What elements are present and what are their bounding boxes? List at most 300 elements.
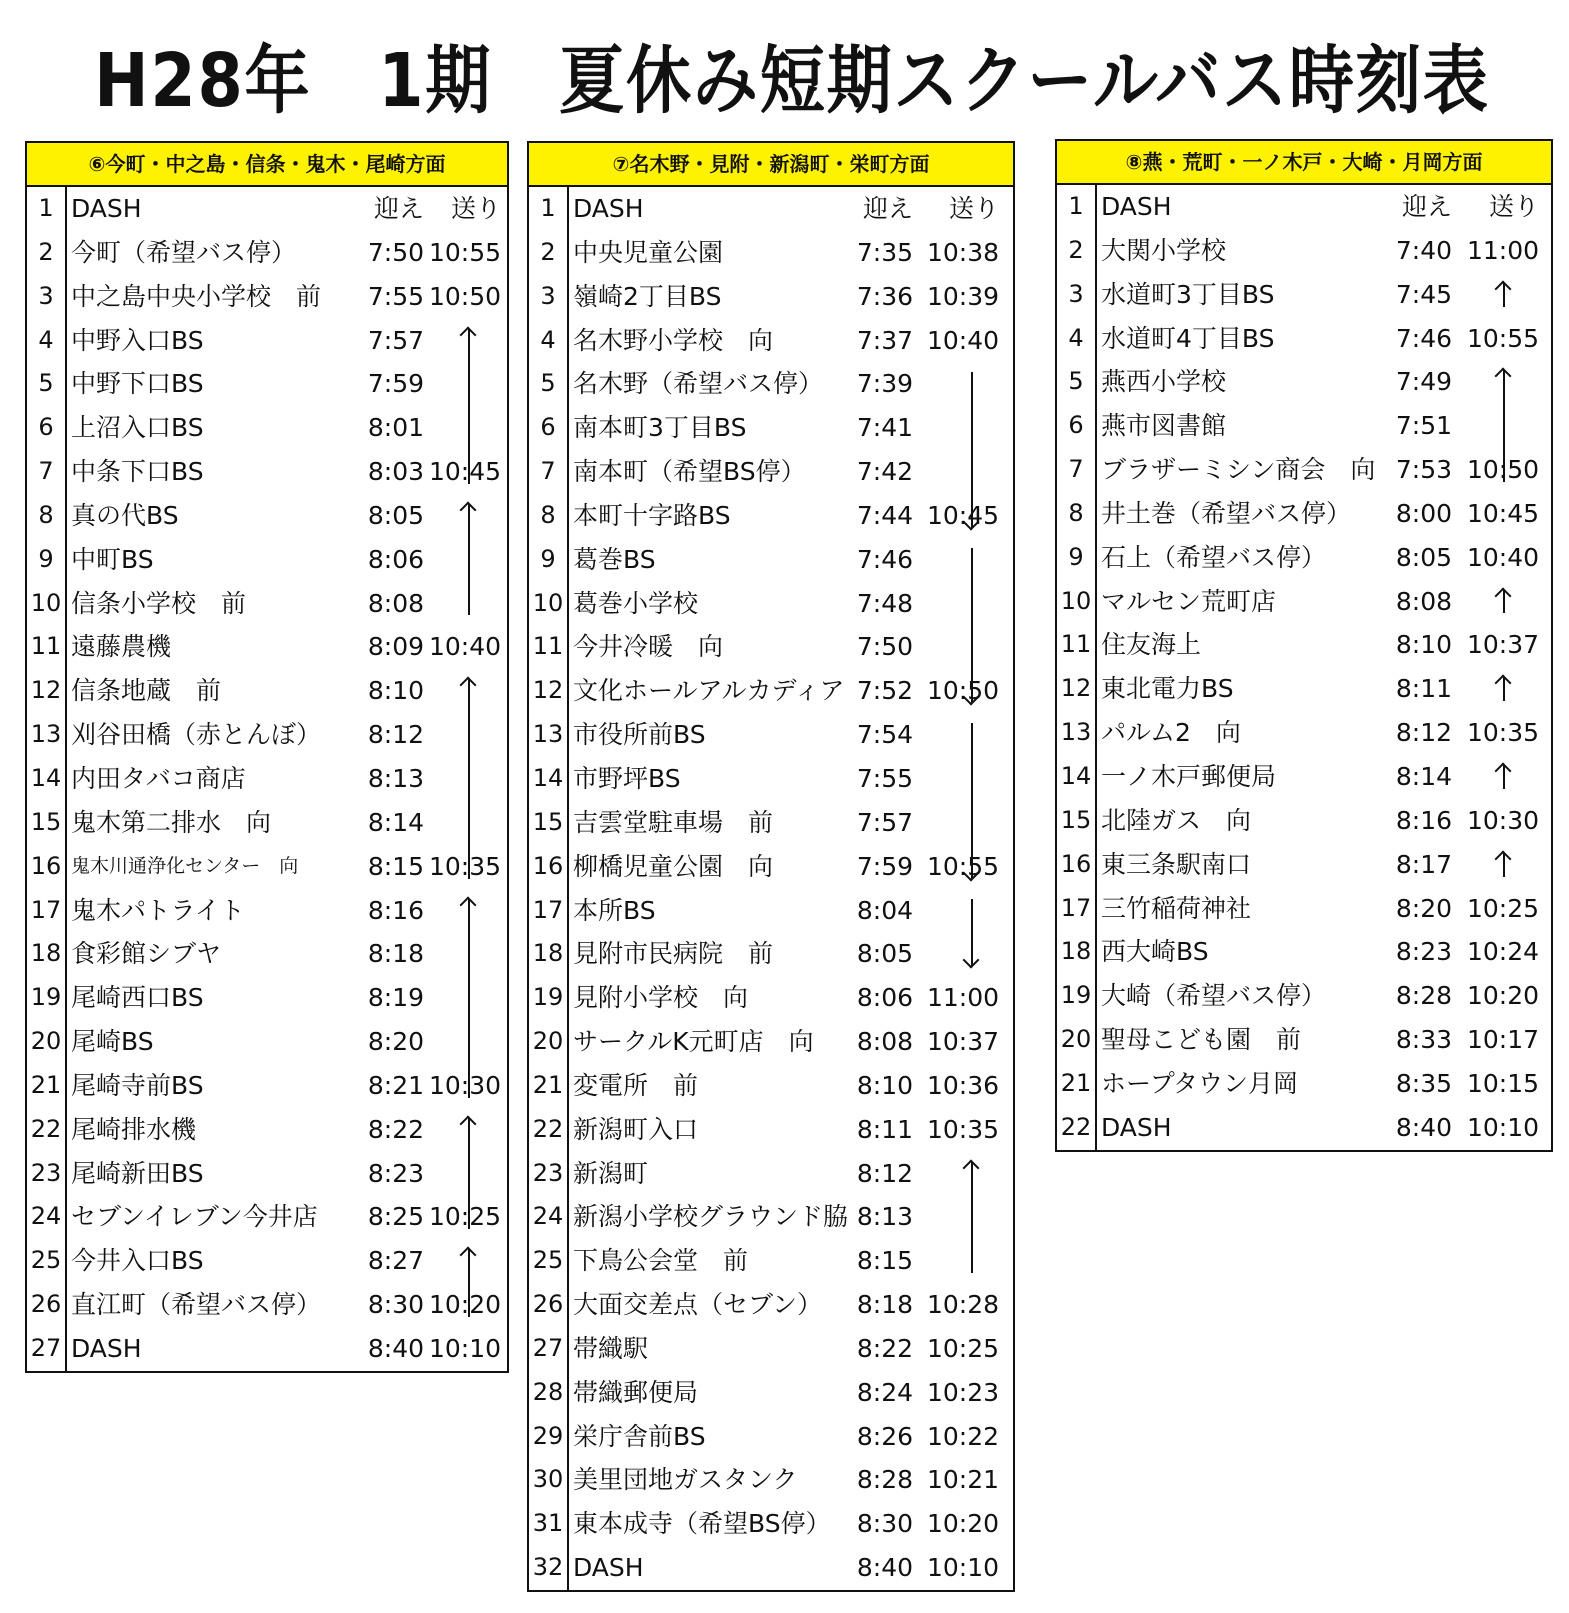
pickup-time: 8:18 — [856, 1290, 913, 1320]
arrow-up-icon — [459, 891, 479, 1106]
table-row — [27, 275, 507, 319]
stop-name: 東本成寺（希望BS停） — [573, 1509, 831, 1539]
stop-number: 6 — [38, 413, 54, 442]
stop-name: 中之島中央小学校 前 — [71, 281, 322, 311]
stop-number: 9 — [1068, 542, 1084, 571]
stop-number: 5 — [38, 369, 54, 398]
stop-number: 2 — [1068, 235, 1084, 264]
pickup-time: 8:11 — [856, 1114, 913, 1144]
stop-name: 新潟町入口 — [573, 1114, 699, 1144]
pickup-time: 7:46 — [856, 544, 913, 574]
pickup-time: 8:06 — [367, 544, 424, 574]
stop-name: 帯織郵便局 — [573, 1377, 699, 1407]
stop-name: 大崎（希望バス停） — [1101, 981, 1327, 1011]
stop-name: 中町BS — [71, 544, 154, 574]
stop-name: 一ノ木戸郵便局 — [1101, 761, 1277, 791]
stop-name: 新潟小学校グラウンド脇 — [573, 1202, 849, 1232]
pickup-time: 8:11 — [1395, 674, 1452, 704]
stop-number: 26 — [30, 1290, 62, 1319]
stop-name: 直江町（希望バス停） — [71, 1290, 322, 1320]
stop-name: 市野坪BS — [573, 763, 681, 793]
pickup-time: 8:23 — [1395, 937, 1452, 967]
table-row — [529, 494, 1013, 538]
stop-name: 東三条駅南口 — [1101, 849, 1252, 879]
table-row — [27, 669, 507, 713]
route-heading: ⑧燕・荒町・一ノ木戸・大崎・月岡方面 — [1057, 141, 1551, 185]
table-row — [1057, 930, 1551, 974]
pickup-time: 8:14 — [367, 807, 424, 837]
pickup-time: 7:35 — [856, 237, 913, 267]
pickup-time: 7:50 — [367, 237, 424, 267]
stop-number: 11 — [30, 632, 62, 661]
stop-name: 信条地蔵 前 — [71, 676, 222, 706]
stop-name: 市役所前BS — [573, 720, 706, 750]
timetable-route-6 — [25, 141, 509, 1373]
table-row — [1057, 711, 1551, 755]
pickup-time: 8:12 — [367, 720, 424, 750]
arrow-down-icon — [962, 715, 982, 886]
table-row — [529, 625, 1013, 669]
stop-number: 10 — [532, 588, 564, 617]
table-row — [1057, 667, 1551, 711]
table-row — [529, 1371, 1013, 1415]
dropoff-time: 10:36 — [926, 1070, 999, 1100]
pickup-time: 8:15 — [856, 1246, 913, 1276]
stop-name: 住友海上 — [1101, 630, 1202, 660]
pickup-time: 8:22 — [856, 1333, 913, 1363]
stop-number: 19 — [532, 983, 564, 1012]
stop-name: DASH — [573, 1553, 644, 1583]
route-heading: ⑥今町・中之島・信条・鬼木・尾崎方面 — [27, 143, 507, 187]
stop-number: 4 — [540, 325, 556, 354]
table-row — [27, 889, 507, 933]
arrow-up-icon — [459, 1110, 479, 1238]
dropoff-time: 10:40 — [1466, 542, 1539, 572]
dropoff-time: 10:35 — [428, 851, 501, 881]
stop-name: 嶺崎2丁目BS — [573, 281, 722, 311]
table-row — [27, 538, 507, 582]
stop-number: 9 — [38, 544, 54, 573]
dropoff-time: 10:50 — [926, 676, 999, 706]
pickup-time: 8:27 — [367, 1246, 424, 1276]
dropoff-time: 10:17 — [1466, 1025, 1539, 1055]
table-row — [27, 625, 507, 669]
arrow-down-icon — [962, 891, 982, 975]
pickup-time: 7:42 — [856, 457, 913, 487]
stop-name: 大関小学校 — [1101, 235, 1227, 265]
stop-name: 刈谷田橋（赤とんぼ） — [71, 720, 322, 750]
table-row — [529, 669, 1013, 713]
dropoff-time: 10:25 — [428, 1202, 501, 1232]
stop-number: 25 — [30, 1246, 62, 1275]
stop-number: 21 — [30, 1070, 62, 1099]
stop-number: 28 — [532, 1377, 564, 1406]
stop-number: 32 — [532, 1553, 564, 1582]
arrow-down-icon — [962, 540, 982, 711]
stop-name: 北陸ガス 向 — [1101, 805, 1252, 835]
stop-name: DASH — [573, 194, 644, 223]
stop-number: 6 — [540, 413, 556, 442]
pickup-time: 7:59 — [367, 369, 424, 399]
stop-number: 3 — [1068, 279, 1084, 308]
stop-number: 9 — [540, 544, 556, 573]
stop-number: 22 — [1060, 1112, 1092, 1141]
pickup-time: 7:57 — [856, 807, 913, 837]
stop-name: 三竹稲荷神社 — [1101, 893, 1252, 923]
stop-number: 22 — [532, 1114, 564, 1143]
pickup-time: 7:54 — [856, 720, 913, 750]
stop-number: 15 — [532, 807, 564, 836]
pickup-time: 8:16 — [367, 895, 424, 925]
dropoff-time: 10:50 — [428, 281, 501, 311]
stop-name: 上沼入口BS — [71, 413, 204, 443]
stop-number: 5 — [540, 369, 556, 398]
header-row — [529, 187, 1013, 231]
stop-number: 1 — [540, 194, 556, 222]
stop-name: 中野入口BS — [71, 325, 204, 355]
table-row — [529, 713, 1013, 757]
stop-name: DASH — [71, 194, 142, 223]
stop-number: 14 — [532, 763, 564, 792]
dropoff-time: 10:45 — [428, 457, 501, 487]
pickup-time: 8:10 — [367, 676, 424, 706]
table-row — [529, 889, 1013, 933]
stop-number: 20 — [30, 1027, 62, 1056]
pickup-time: 8:15 — [367, 851, 424, 881]
stop-name: DASH — [1101, 1112, 1172, 1142]
arrow-up-icon — [1494, 757, 1514, 797]
dropoff-time: 10:20 — [428, 1290, 501, 1320]
table-row — [529, 450, 1013, 494]
pickup-time: 8:19 — [367, 983, 424, 1013]
table-row — [27, 406, 507, 450]
table-row — [27, 1239, 507, 1283]
stop-name: 下鳥公会堂 前 — [573, 1246, 749, 1276]
pickup-time: 8:40 — [1395, 1112, 1452, 1142]
stop-name: 変電所 前 — [573, 1070, 699, 1100]
stop-number: 3 — [540, 281, 556, 310]
arrow-up-icon — [1494, 275, 1514, 315]
table-row — [529, 1327, 1013, 1371]
table-row — [27, 494, 507, 538]
pickup-time: 8:05 — [367, 500, 424, 530]
table-row — [27, 450, 507, 494]
pickup-time: 7:40 — [1395, 235, 1452, 265]
dropoff-time: 10:10 — [1466, 1112, 1539, 1142]
table-row — [1057, 273, 1551, 317]
stop-name: マルセン荒町店 — [1101, 586, 1277, 616]
pickup-time: 8:05 — [1395, 542, 1452, 572]
pickup-time: 8:10 — [856, 1070, 913, 1100]
pickup-time: 8:08 — [856, 1027, 913, 1057]
dropoff-time: 10:37 — [926, 1027, 999, 1057]
table-row — [27, 1064, 507, 1108]
table-row — [1057, 1106, 1551, 1150]
pickup-time: 8:13 — [856, 1202, 913, 1232]
stop-number: 25 — [532, 1246, 564, 1275]
table-row — [1057, 1018, 1551, 1062]
stop-number: 18 — [532, 939, 564, 968]
pickup-time: 8:28 — [1395, 981, 1452, 1011]
table-row — [529, 1152, 1013, 1196]
arrow-up-icon — [1494, 582, 1514, 622]
stop-name: 名木野小学校 向 — [573, 325, 774, 355]
stop-number: 14 — [30, 763, 62, 792]
timetable-route-8 — [1055, 139, 1553, 1152]
pickup-time: 8:00 — [1395, 498, 1452, 528]
stop-number: 23 — [30, 1158, 62, 1187]
stop-number: 29 — [532, 1421, 564, 1450]
stop-name: 食彩館シブヤ — [71, 939, 222, 969]
stop-name: 中条下口BS — [71, 457, 204, 487]
stop-name: 本所BS — [573, 895, 656, 925]
table-row — [529, 1458, 1013, 1502]
stop-number: 30 — [532, 1465, 564, 1494]
pickup-time: 7:59 — [856, 851, 913, 881]
stop-number: 7 — [540, 457, 556, 486]
table-row — [27, 1020, 507, 1064]
pickup-time: 7:55 — [367, 281, 424, 311]
stop-number: 23 — [532, 1158, 564, 1187]
stop-number: 15 — [30, 807, 62, 836]
stop-name: 尾崎新田BS — [71, 1158, 204, 1188]
stop-name: 東北電力BS — [1101, 674, 1234, 704]
pickup-header: 迎え — [862, 194, 913, 223]
pickup-time: 7:41 — [856, 413, 913, 443]
table-row — [27, 231, 507, 275]
table-row — [27, 319, 507, 363]
stop-name: DASH — [1101, 192, 1172, 221]
table-row — [529, 1546, 1013, 1590]
dropoff-time: 10:55 — [428, 237, 501, 267]
stop-name: 柳橋児童公園 向 — [573, 851, 774, 881]
stop-number: 20 — [1060, 1025, 1092, 1054]
stop-number: 18 — [1060, 937, 1092, 966]
pickup-time: 8:01 — [367, 413, 424, 443]
header-row — [27, 187, 507, 231]
pickup-time: 8:24 — [856, 1377, 913, 1407]
dropoff-time: 10:35 — [1466, 718, 1539, 748]
stop-name: 水道町4丁目BS — [1101, 323, 1275, 353]
stop-number: 17 — [532, 895, 564, 924]
stop-name: 内田タバコ商店 — [71, 763, 246, 793]
dropoff-time: 10:55 — [1466, 323, 1539, 353]
dropoff-time: 10:25 — [1466, 893, 1539, 923]
stop-name: 葛巻小学校 — [573, 588, 699, 618]
stop-name: 中野下口BS — [71, 369, 204, 399]
stop-name: 鬼木川通浄化センター 向 — [71, 854, 299, 877]
stop-name: 井土巻（希望バス停） — [1101, 498, 1352, 528]
pickup-time: 8:20 — [1395, 893, 1452, 923]
stop-number: 8 — [540, 500, 556, 529]
dropoff-time: 10:50 — [1466, 455, 1539, 485]
pickup-time: 8:30 — [856, 1509, 913, 1539]
stop-name: 今井冷暖 向 — [573, 632, 724, 662]
arrow-up-icon — [1494, 669, 1514, 709]
stop-name: 文化ホールアルカディア — [573, 676, 845, 706]
stop-name: 尾崎寺前BS — [71, 1070, 204, 1100]
pickup-time: 8:13 — [367, 763, 424, 793]
pickup-time: 8:17 — [1395, 849, 1452, 879]
stop-name: 本町十字路BS — [573, 500, 731, 530]
table-row — [27, 801, 507, 845]
table-row — [529, 1064, 1013, 1108]
stop-number: 8 — [1068, 498, 1084, 527]
table-row — [1057, 229, 1551, 273]
stop-name: 吉雲堂駐車場 前 — [573, 807, 774, 837]
stop-number: 24 — [30, 1202, 62, 1231]
stop-number: 17 — [30, 895, 62, 924]
dropoff-time: 10:30 — [1466, 805, 1539, 835]
dropoff-time: 10:40 — [926, 325, 999, 355]
pickup-header: 迎え — [1401, 192, 1452, 221]
route-heading: ⑦名木野・見附・新潟町・栄町方面 — [529, 143, 1013, 187]
table-row — [1057, 887, 1551, 931]
table-row — [529, 976, 1013, 1020]
stop-number: 12 — [1060, 674, 1092, 703]
pickup-time: 7:48 — [856, 588, 913, 618]
stop-name: 栄庁舎前BS — [573, 1421, 706, 1451]
stop-number: 4 — [1068, 323, 1084, 352]
pickup-time: 8:22 — [367, 1114, 424, 1144]
arrow-up-icon — [962, 1154, 982, 1282]
stop-number: 7 — [38, 457, 54, 486]
timetable-body — [27, 187, 507, 1371]
pickup-time: 8:14 — [1395, 761, 1452, 791]
arrow-up-icon — [459, 1241, 479, 1325]
stop-number: 17 — [1060, 893, 1092, 922]
dropoff-time: 10:30 — [428, 1070, 501, 1100]
pickup-time: 8:08 — [367, 588, 424, 618]
dropoff-time: 10:40 — [428, 632, 501, 662]
table-row — [529, 1108, 1013, 1152]
table-row — [529, 1239, 1013, 1283]
dropoff-time: 10:20 — [1466, 981, 1539, 1011]
pickup-time: 8:40 — [367, 1333, 424, 1363]
dropoff-time: 10:45 — [1466, 498, 1539, 528]
table-row — [27, 1283, 507, 1327]
table-row — [27, 757, 507, 801]
table-row — [1057, 360, 1551, 404]
table-row — [27, 1195, 507, 1239]
arrow-up-icon — [459, 671, 479, 886]
arrow-down-icon — [962, 364, 982, 535]
stop-name: セブンイレブン今井店 — [71, 1202, 318, 1232]
pickup-time: 8:16 — [1395, 805, 1452, 835]
stop-name: 燕市図書館 — [1101, 411, 1227, 441]
stop-number: 2 — [540, 237, 556, 266]
table-row — [529, 319, 1013, 363]
table-row — [1057, 448, 1551, 492]
table-row — [1057, 1062, 1551, 1106]
stop-number: 14 — [1060, 761, 1092, 790]
dropoff-time: 10:39 — [926, 281, 999, 311]
pickup-time: 7:45 — [1395, 279, 1452, 309]
table-row — [529, 1283, 1013, 1327]
stop-name: 西大崎BS — [1101, 937, 1209, 967]
stop-number: 11 — [1060, 630, 1092, 659]
table-row — [1057, 799, 1551, 843]
stop-name: 新潟町 — [573, 1158, 649, 1188]
dropoff-time: 10:37 — [1466, 630, 1539, 660]
dropoff-time: 11:00 — [926, 983, 999, 1013]
stop-number: 12 — [532, 676, 564, 705]
dropoff-time: 10:15 — [1466, 1068, 1539, 1098]
pickup-time: 8:20 — [367, 1027, 424, 1057]
stop-number: 19 — [30, 983, 62, 1012]
table-row — [529, 757, 1013, 801]
pickup-time: 8:05 — [856, 939, 913, 969]
table-row — [1057, 580, 1551, 624]
table-row — [1057, 843, 1551, 887]
table-row — [1057, 623, 1551, 667]
pickup-time: 8:33 — [1395, 1025, 1452, 1055]
arrow-up-icon — [459, 496, 479, 624]
stop-name: ホープタウン月岡 — [1101, 1068, 1299, 1098]
stop-number: 20 — [532, 1027, 564, 1056]
timetable-body — [1057, 185, 1551, 1150]
stop-number: 13 — [1060, 718, 1092, 747]
dropoff-time: 11:00 — [1466, 235, 1539, 265]
table-row — [27, 362, 507, 406]
pickup-time: 8:10 — [1395, 630, 1452, 660]
pickup-time: 8:09 — [367, 632, 424, 662]
stop-name: 中央児童公園 — [573, 237, 724, 267]
stop-name: 美里団地ガスタンク — [573, 1465, 798, 1495]
stop-number: 2 — [38, 237, 54, 266]
dropoff-time: 10:24 — [1466, 937, 1539, 967]
stop-number: 10 — [30, 588, 62, 617]
table-row — [529, 362, 1013, 406]
stop-number: 1 — [38, 194, 54, 222]
stop-number: 11 — [532, 632, 564, 661]
table-row — [529, 845, 1013, 889]
dropoff-time: 10:10 — [428, 1333, 501, 1363]
pickup-time: 8:03 — [367, 457, 424, 487]
stop-name: 信条小学校 前 — [71, 588, 247, 618]
dropoff-time: 10:38 — [926, 237, 999, 267]
dropoff-time: 10:10 — [926, 1553, 999, 1583]
stop-name: 遠藤農機 — [71, 632, 172, 662]
pickup-time: 7:52 — [856, 676, 913, 706]
stop-number: 10 — [1060, 586, 1092, 615]
table-row — [529, 275, 1013, 319]
stop-name: 燕西小学校 — [1101, 367, 1227, 397]
stop-number: 27 — [532, 1333, 564, 1362]
stop-number: 27 — [30, 1333, 62, 1362]
table-row — [27, 1327, 507, 1371]
header-row — [1057, 185, 1551, 229]
table-row — [1057, 492, 1551, 536]
table-row — [27, 582, 507, 626]
table-row — [1057, 974, 1551, 1018]
dropoff-time: 10:20 — [926, 1509, 999, 1539]
pickup-time: 8:12 — [856, 1158, 913, 1188]
stop-number: 16 — [1060, 849, 1092, 878]
pickup-time: 8:12 — [1395, 718, 1452, 748]
stop-number: 15 — [1060, 805, 1092, 834]
stop-number: 18 — [30, 939, 62, 968]
table-row — [529, 932, 1013, 976]
stop-name: 今町（希望バス停） — [71, 237, 297, 267]
table-row — [1057, 404, 1551, 448]
stop-name: 南本町（希望BS停） — [573, 457, 806, 487]
page-title: H28年 1期 夏休み短期スクールバス時刻表 — [94, 38, 1490, 124]
pickup-time: 8:28 — [856, 1465, 913, 1495]
pickup-time: 8:25 — [367, 1202, 424, 1232]
pickup-time: 7:51 — [1395, 411, 1452, 441]
stop-name: 見附小学校 向 — [573, 983, 749, 1013]
